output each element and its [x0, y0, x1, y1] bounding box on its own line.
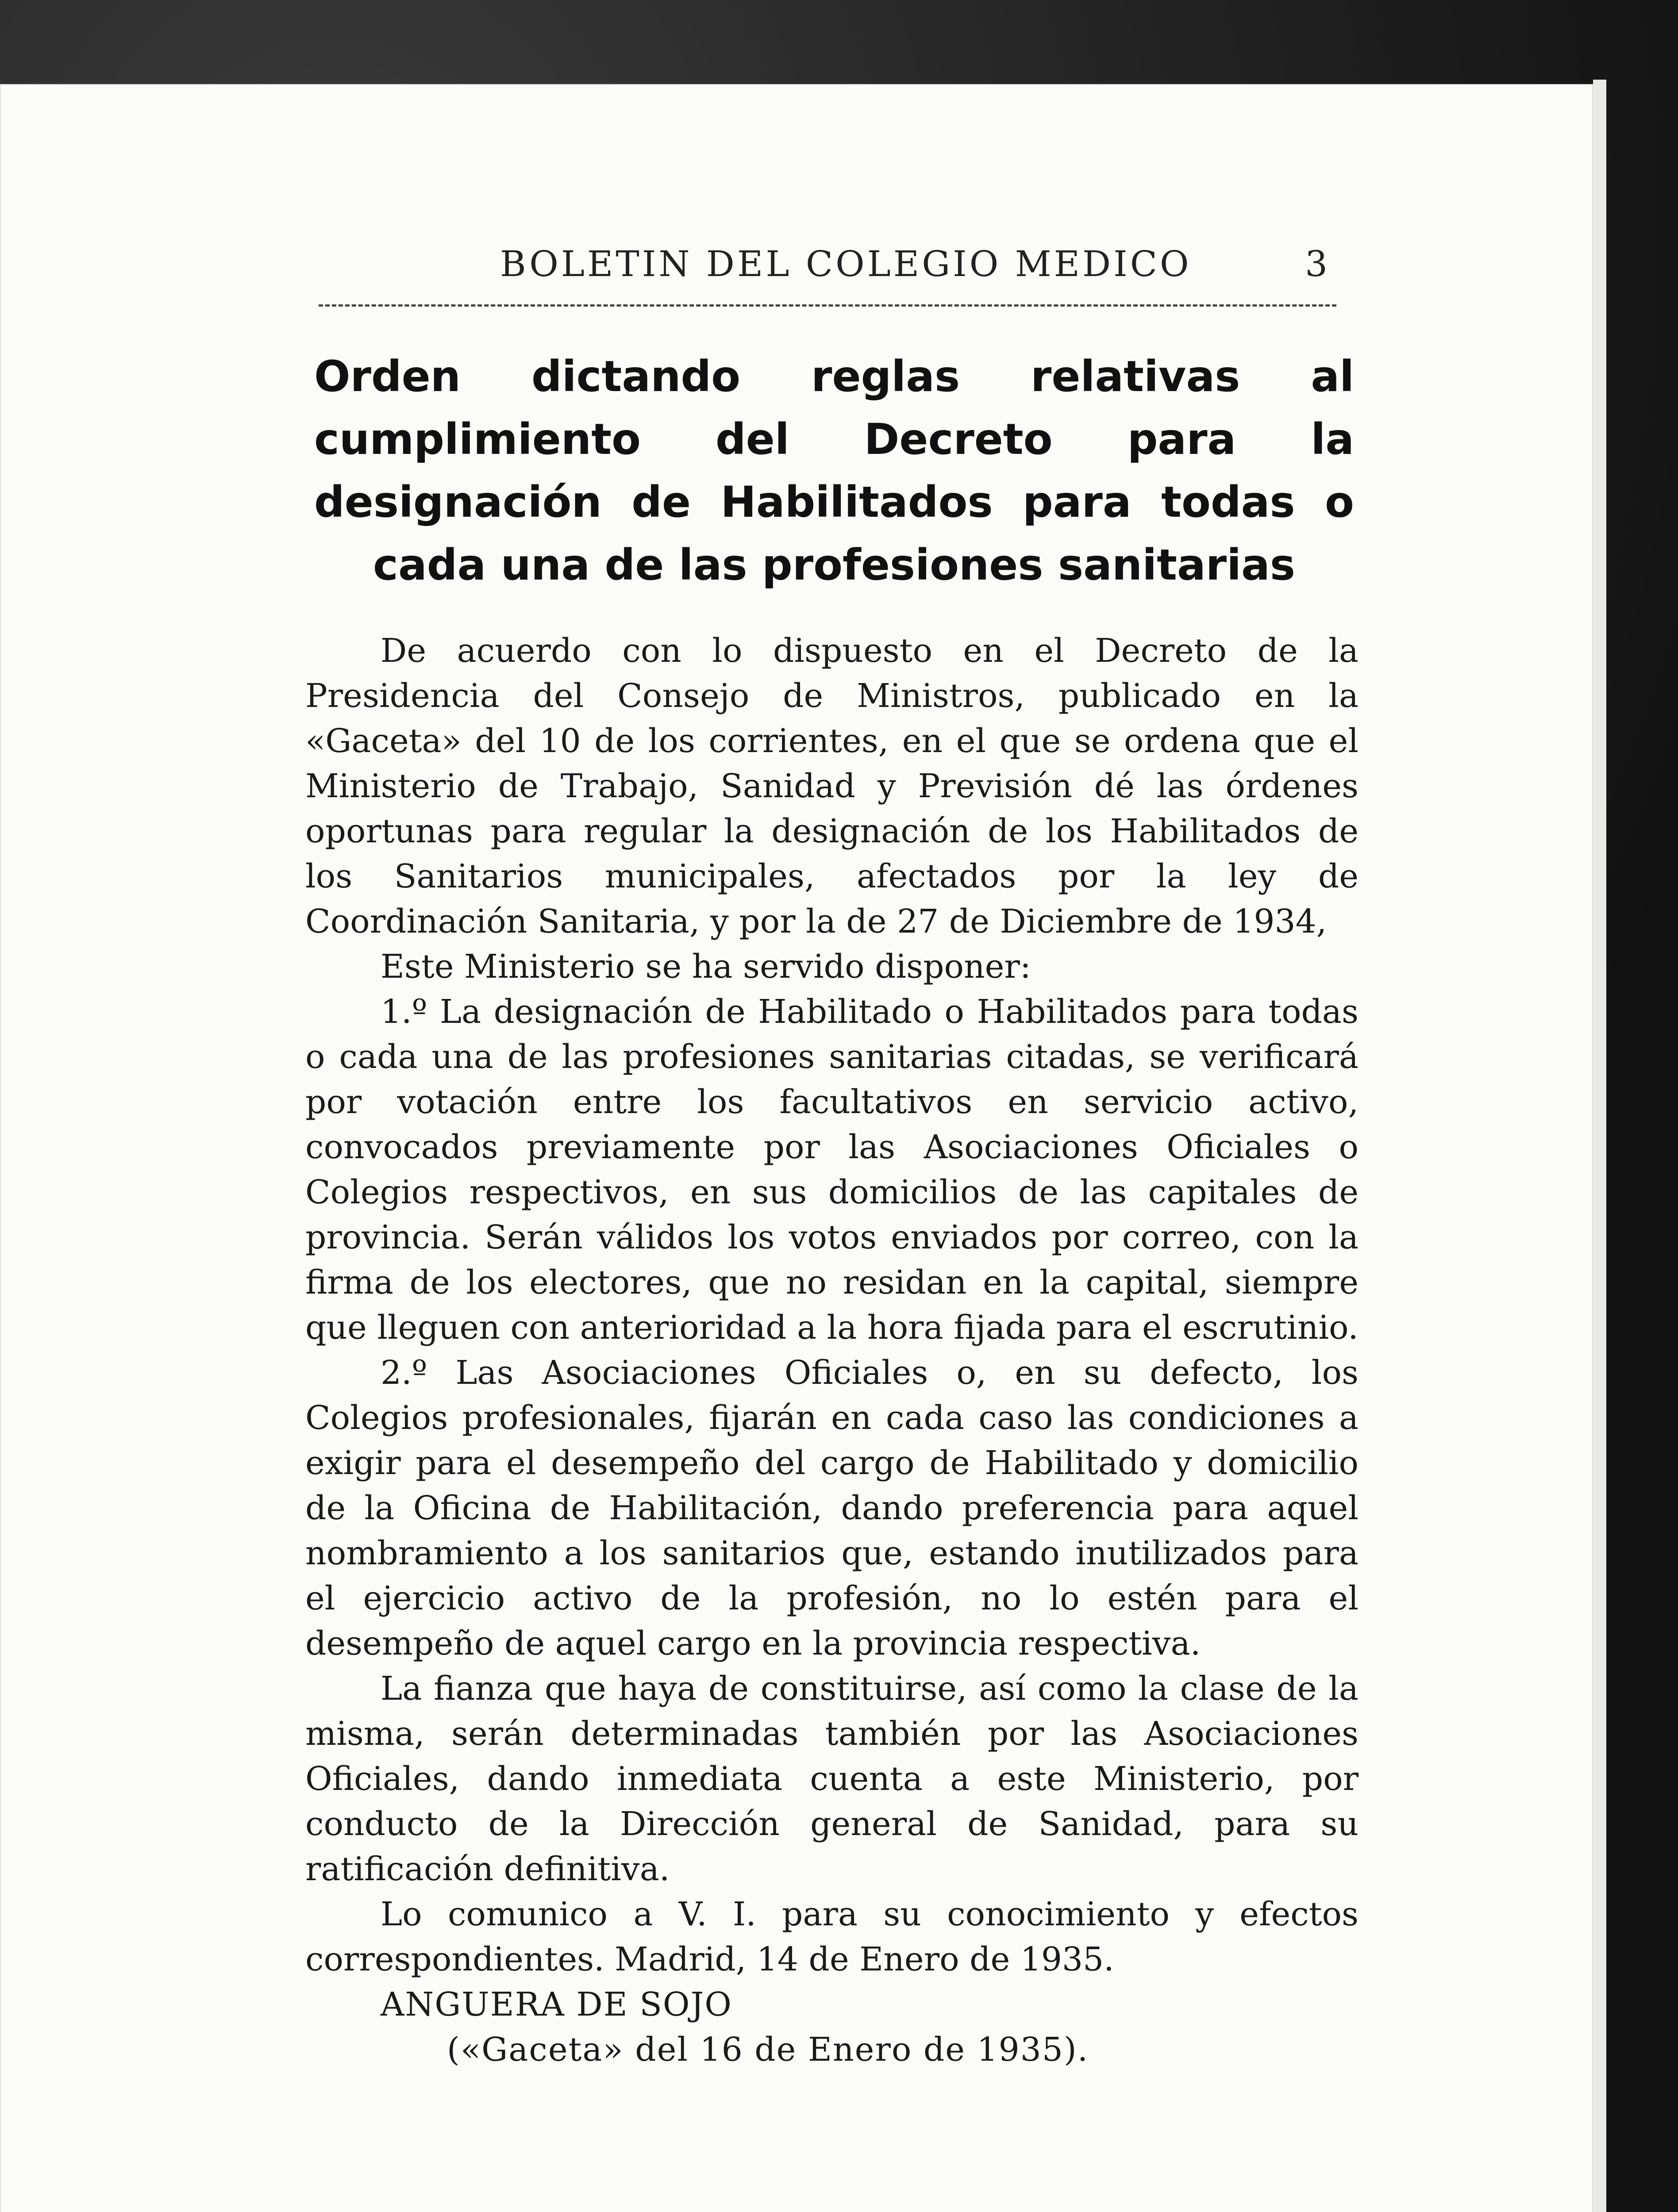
paragraph-article-1: 1.º La designación de Habilitado o Habilitados para todas o cada una de las profesiones sanitarias citadas, se verificará por votación entre los facultativos en servicio activo, convocados previamente por las Asociaciones Oficiales o Colegios respectivos, en sus domicilios de las capitales de provincia. Serán válidos los votos enviados por correo, con la firma de los electores, que no residan en la capital, siempre que lleguen con anterioridad a la hora fijada para el escrutinio. — [305, 993, 1359, 1347]
journal-title: BOLETIN DEL COLEGIO MEDICO — [500, 243, 1192, 284]
article-body — [305, 628, 1359, 2072]
paragraph-article-2: 2.º Las Asociaciones Oficiales o, en su defecto, los Colegios profesionales, fijarán en cada caso las condiciones a exigir para el desempeño del cargo de Habilitado y domicilio de la Oficina de Habilitación, dando preferencia para aquel nombramiento a los sanitarios que, estando inutilizados para el ejercicio activo de la profesión, no lo estén para el desempeño de aquel cargo en la provincia respectiva. — [305, 1354, 1359, 1663]
header-rule — [319, 304, 1336, 307]
paragraph-dispose: Este Ministerio se ha servido disponer: — [381, 948, 1031, 986]
paragraph-preamble: De acuerdo con lo dispuesto en el Decreto de la Presidencia del Consejo de Ministros, publicado en la «Gaceta» del 10 de los corrientes, en el que se ordena que el Ministerio de Trabajo, Sanidad y Previsión dé las órdenes oportunas para regular la designación de los Habilitados de los Sanitarios municipales, afectados por la ley de Coordinación Sanitaria, y por la de 27 de Diciembre de 1934, — [305, 632, 1359, 941]
paragraph-closing: Lo comunico a V. I. para su conocimiento y efectos correspondientes. Madrid, 14 de Enero de 1935. — [305, 1895, 1359, 1978]
article-title: Orden dictando reglas relativas al cumplimiento del Decreto para la designación de Habilitados para todas o cada una de las profesiones sanitarias — [314, 352, 1354, 590]
source-citation: («Gaceta» del 16 de Enero de 1935). — [447, 2031, 1089, 2069]
page-number: 3 — [1305, 243, 1328, 284]
signature: ANGUERA DE SOJO — [381, 1985, 732, 2024]
running-header — [319, 177, 1328, 310]
page-edge — [1593, 80, 1606, 2212]
paragraph-bond: La fianza que haya de constituirse, así como la clase de la misma, serán determinadas también por las Asociaciones Oficiales, dando inmediata cuenta a este Ministerio, por conducto de la Dirección general de Sanidad, para su ratificación definitiva. — [305, 1670, 1359, 1888]
